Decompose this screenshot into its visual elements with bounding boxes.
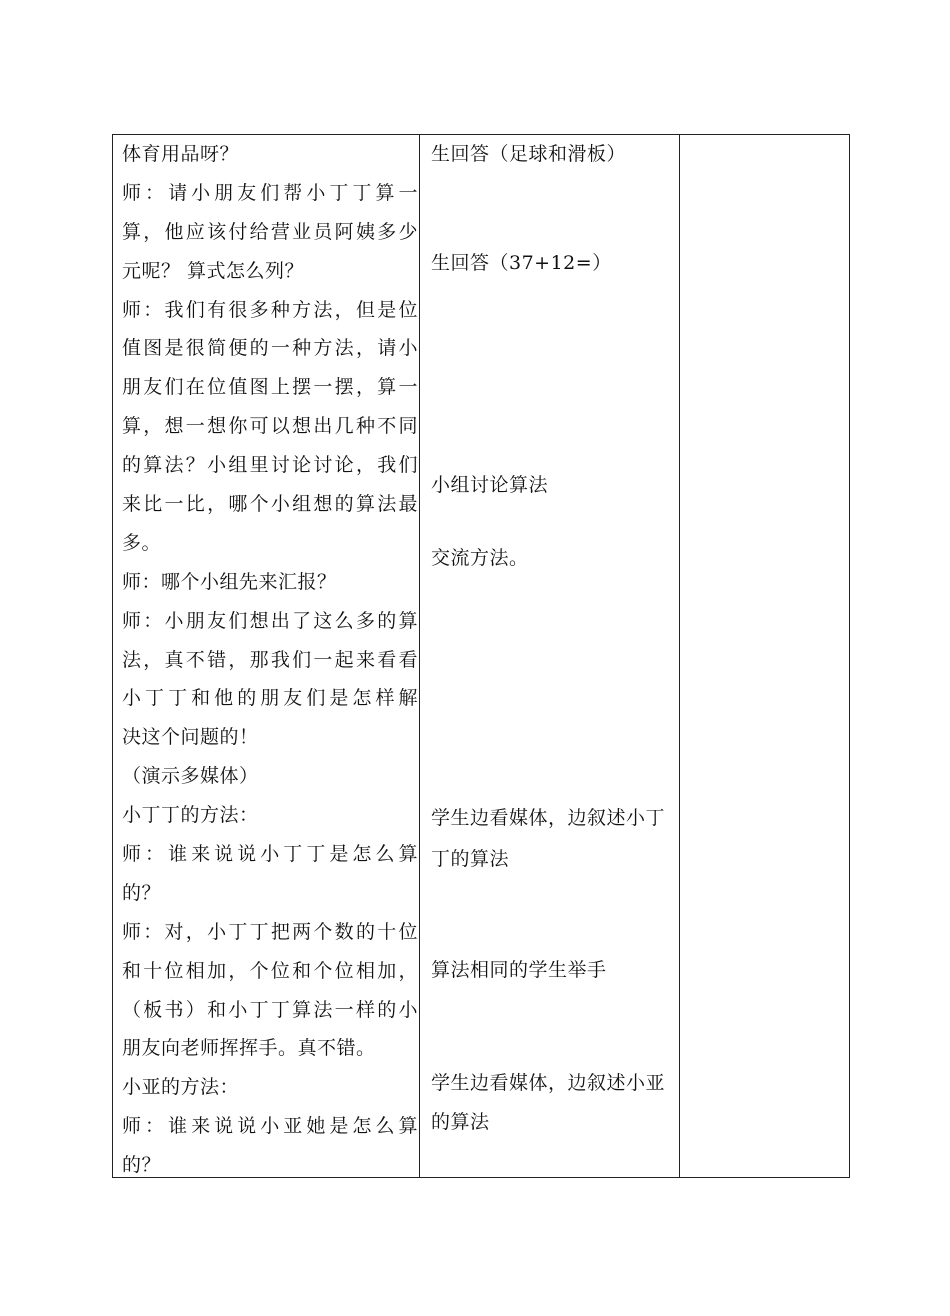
teacher-line: 小丁丁的方法： [122, 804, 259, 827]
teacher-line: 和十位相加，个位和个位相加， [122, 959, 418, 982]
student-line: 交流方法。 [431, 547, 529, 569]
teacher-line: 朋友们在位值图上摆一摆，算一 [122, 376, 418, 399]
teacher-line: （板书）和小丁丁算法一样的小 [122, 998, 418, 1021]
teacher-line: 师：请小朋友们帮小丁丁算一 [122, 181, 418, 204]
teacher-line: 小亚的方法： [122, 1076, 240, 1099]
teacher-line: 算，想一想你可以想出几种不同 [122, 415, 418, 438]
student-line: 生回答（37+12=） [431, 252, 612, 274]
lesson-plan-table [112, 134, 850, 1178]
teacher-line: 的？ [122, 881, 162, 904]
student-line: 小组讨论算法 [431, 474, 549, 496]
teacher-line: 元呢？ 算式怎么列？ [122, 259, 305, 282]
teacher-line: 体育用品呀？ [122, 143, 240, 165]
teacher-line: 师：谁来说说小丁丁是怎么算 [122, 843, 418, 866]
teacher-activity-column [122, 135, 418, 1185]
teacher-line: 师：对，小丁丁把两个数的十位 [122, 920, 418, 943]
teacher-line: 法，真不错，那我们一起来看看 [122, 648, 418, 671]
teacher-line: 小丁丁和他的朋友们是怎样解 [122, 687, 418, 710]
teacher-line: 师：哪个小组先来汇报？ [122, 570, 337, 593]
teacher-line: 朋友向老师挥挥手。真不错。 [122, 1037, 376, 1060]
student-line: 学生边看媒体，边叙述小丁 [431, 807, 666, 829]
teacher-line: 的算法？小组里讨论讨论，我们 [122, 454, 418, 477]
teacher-line: （演示多媒体） [122, 765, 259, 788]
teacher-line: 师：我们有很多种方法，但是位 [122, 298, 418, 321]
student-line: 的算法 [431, 1111, 490, 1133]
column-divider-2 [679, 135, 680, 1177]
student-line: 丁的算法 [431, 848, 510, 870]
teacher-line: 来比一比，哪个小组想的算法最 [122, 493, 418, 516]
teacher-line: 多。 [122, 531, 162, 554]
teacher-line: 的？ [122, 1154, 162, 1177]
teacher-line: 决这个问题的！ [122, 726, 259, 749]
column-divider-1 [419, 135, 420, 1177]
student-line: 算法相同的学生举手 [431, 959, 607, 981]
student-line: 学生边看媒体，边叙述小亚 [431, 1072, 666, 1094]
teacher-line: 值图是很简便的一种方法，请小 [122, 337, 418, 360]
student-line: 生回答（足球和滑板） [431, 143, 627, 165]
teacher-line: 师：小朋友们想出了这么多的算 [122, 609, 418, 632]
teacher-line: 师：谁来说说小亚她是怎么算 [122, 1115, 418, 1138]
teacher-line: 算，他应该付给营业员阿姨多少 [122, 220, 418, 243]
